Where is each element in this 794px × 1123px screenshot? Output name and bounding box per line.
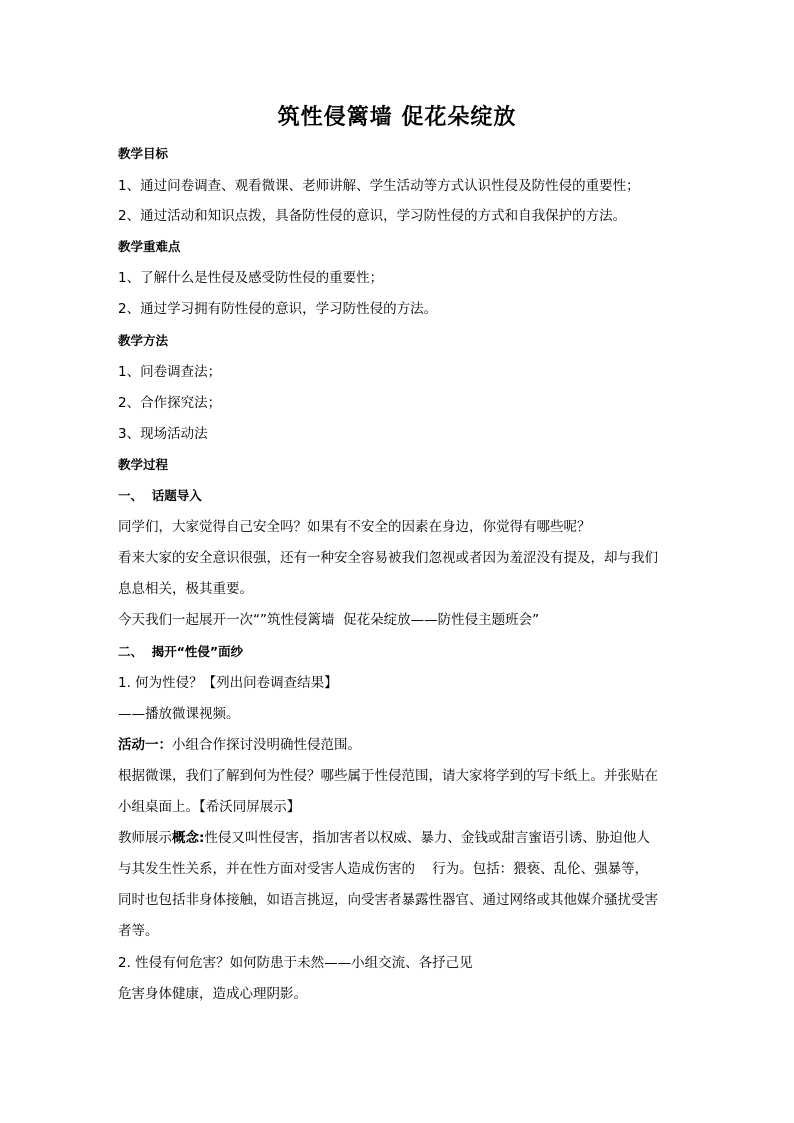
paragraph: 同学们，大家觉得自己安全吗？如果有不安全的因素在身边，你觉得有哪些呢？ [118, 519, 591, 535]
paragraph: 者等。 [118, 923, 159, 939]
paragraph: 1、了解什么是性侵及感受防性侵的重要性； [118, 270, 384, 286]
paragraph: 小组桌面上。【希沃同屏展示】 [118, 799, 301, 815]
section-heading-reveal: 二、 揭开“性侵”面纱 [118, 644, 244, 659]
paragraph: ——播放微课视频。 [118, 706, 240, 722]
section-heading-intro: 一、 话题导入 [118, 488, 202, 503]
paragraph: 2、通过学习拥有防性侵的意识，学习防性侵的方法。 [118, 301, 438, 317]
paragraph: 危害身体健康，造成心理阴影。 [118, 986, 307, 1002]
teacher-prefix: 教师展示 [118, 830, 172, 846]
paragraph: 息息相关，极其重要。 [118, 581, 253, 597]
heading-objectives: 教学目标 [118, 146, 169, 161]
document-title: 筑性侵篱墙 促花朵绽放 [277, 105, 517, 130]
paragraph: 今天我们一起展开一次“”筑性侵篱墙 促花朵绽放——防性侵主题班会” [118, 612, 540, 628]
paragraph: 看来大家的安全意识很强，还有一种安全容易被我们忽视或者因为羞涩没有提及，却与我们 [118, 550, 658, 566]
paragraph: 3、现场活动法 [118, 426, 208, 442]
activity-text: 小组合作探讨没明确性侵范围。 [172, 737, 361, 753]
paragraph: 与其发生性关系，并在性方面对受害人造成伤害的 行为。包括：猥亵、乱伦、强暴等， [118, 861, 649, 877]
paragraph: 1、通过问卷调查、观看微课、老师讲解、学生活动等方式认识性侵及防性侵的重要性； [118, 178, 640, 194]
paragraph: 2. 性侵有何危害？如何防患于未然——小组交流、各抒己见 [118, 955, 473, 971]
concept-label: 概念: [172, 830, 205, 846]
paragraph: 同时也包括非身体接触，如语言挑逗，向受害者暴露性器官、通过网络或其他媒介骚扰受害 [118, 892, 658, 908]
activity-line [118, 734, 684, 756]
heading-methods: 教学方法 [118, 333, 169, 348]
paragraph: 2、通过活动和知识点拨，具备防性侵的意识，学习防性侵的方式和自我保护的方法。 [118, 208, 627, 224]
concept-line [118, 827, 684, 849]
activity-label: 活动一： [118, 737, 172, 753]
heading-process: 教学过程 [118, 457, 169, 472]
paragraph: 根据微课，我们了解到何为性侵？哪些属于性侵范围，请大家将学到的写卡纸上。并张贴在 [118, 768, 658, 784]
paragraph: 1、问卷调查法； [118, 364, 222, 380]
heading-key-points: 教学重难点 [118, 239, 181, 254]
concept-text: 性侵又叫性侵害，指加害者以权威、暴力、金钱或甜言蜜语引诱、胁迫他人 [204, 830, 650, 846]
paragraph: 2、合作探究法； [118, 395, 222, 411]
paragraph: 1. 何为性侵？【列出问卷调查结果】 [118, 675, 338, 691]
